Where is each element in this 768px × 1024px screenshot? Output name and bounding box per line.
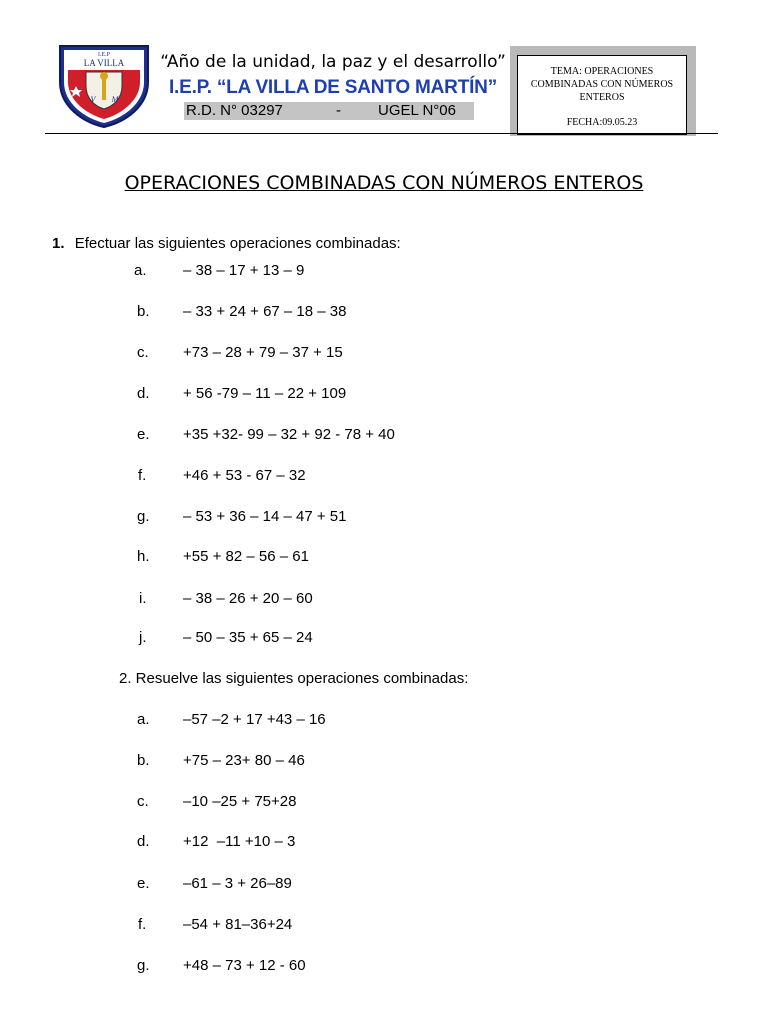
item-letter: c. — [137, 344, 149, 361]
item-letter: g. — [137, 508, 150, 525]
item-expression: –57 –2 + 17 +43 – 16 — [183, 711, 326, 728]
logo-label: LA VILLA — [83, 58, 125, 68]
item-letter: f. — [138, 467, 147, 484]
item-letter: j. — [139, 629, 147, 646]
item-expression: +46 + 53 - 67 – 32 — [183, 467, 306, 484]
rd-number: R.D. N° 03297 — [186, 102, 283, 119]
item-expression: – 38 – 17 + 13 – 9 — [183, 262, 305, 279]
list-item — [0, 262, 768, 280]
item-expression: –10 –25 + 75+28 — [183, 793, 297, 810]
svg-text:M: M — [111, 95, 119, 104]
item-expression: – 38 – 26 + 20 – 60 — [183, 590, 313, 607]
motto: “Año de la unidad, la paz y el desarrollo” — [160, 52, 506, 72]
list-item — [0, 711, 768, 729]
item-letter: a. — [134, 262, 147, 279]
item-letter: g. — [137, 957, 150, 974]
list-item — [0, 303, 768, 321]
item-expression: +55 + 82 – 56 – 61 — [183, 548, 309, 565]
item-expression: –61 – 3 + 26–89 — [183, 875, 292, 892]
list-item — [0, 875, 768, 893]
item-letter: c. — [137, 793, 149, 810]
item-letter: b. — [137, 752, 150, 769]
list-item — [0, 467, 768, 485]
item-expression: +75 – 23+ 80 – 46 — [183, 752, 305, 769]
school-logo — [56, 42, 152, 128]
list-item — [0, 385, 768, 403]
item-expression: – 33 + 24 + 67 – 18 – 38 — [183, 303, 347, 320]
list-item — [0, 590, 768, 608]
item-letter: a. — [137, 711, 150, 728]
list-item — [0, 629, 768, 647]
section2-heading: 2. Resuelve las siguientes operaciones combinadas: — [119, 670, 469, 687]
item-expression: –54 + 81–36+24 — [183, 916, 293, 933]
section1-heading — [52, 235, 401, 252]
section1-instruction: Efectuar las siguientes operaciones combinadas: — [74, 235, 401, 252]
item-expression: +48 – 73 + 12 - 60 — [183, 957, 306, 974]
list-item — [0, 508, 768, 526]
tema-box — [517, 55, 687, 135]
item-letter: h. — [137, 548, 150, 565]
tema-text: TEMA: OPERACIONES COMBINADAS CON NÚMEROS ENTEROS — [530, 66, 674, 103]
item-expression: +12 –11 +10 – 3 — [183, 833, 296, 850]
item-letter: f. — [138, 916, 147, 933]
item-expression: + 56 -79 – 11 – 22 + 109 — [183, 385, 347, 402]
page-title: OPERACIONES COMBINADAS CON NÚMEROS ENTEROS — [124, 172, 644, 194]
ugel-number: UGEL N°06 — [378, 102, 456, 119]
list-item — [0, 752, 768, 770]
list-item — [0, 426, 768, 444]
list-item — [0, 548, 768, 566]
logo-top-text: I.E.P — [98, 52, 110, 58]
item-expression: – 53 + 36 – 14 – 47 + 51 — [183, 508, 347, 525]
list-item — [0, 833, 768, 851]
item-expression: – 50 – 35 + 65 – 24 — [183, 629, 313, 646]
item-letter: i. — [139, 590, 147, 607]
item-expression: +73 – 28 + 79 – 37 + 15 — [183, 344, 343, 361]
item-letter: e. — [137, 426, 150, 443]
school-name: I.E.P. “LA VILLA DE SANTO MARTÍN” — [168, 77, 498, 98]
item-letter: e. — [137, 875, 150, 892]
fecha: FECHA:09.05.23 — [566, 117, 638, 128]
item-expression: +35 +32- 99 – 32 + 92 - 78 + 40 — [183, 426, 395, 443]
item-letter: d. — [137, 385, 150, 402]
rd-separator: - — [336, 102, 341, 119]
list-item — [0, 957, 768, 975]
registration-line — [184, 102, 474, 120]
list-item — [0, 916, 768, 934]
list-item — [0, 793, 768, 811]
item-letter: b. — [137, 303, 150, 320]
item-letter: d. — [137, 833, 150, 850]
section1-number: 1. — [52, 235, 65, 252]
list-item — [0, 344, 768, 362]
header-divider — [45, 133, 718, 134]
svg-text:V: V — [90, 95, 96, 104]
